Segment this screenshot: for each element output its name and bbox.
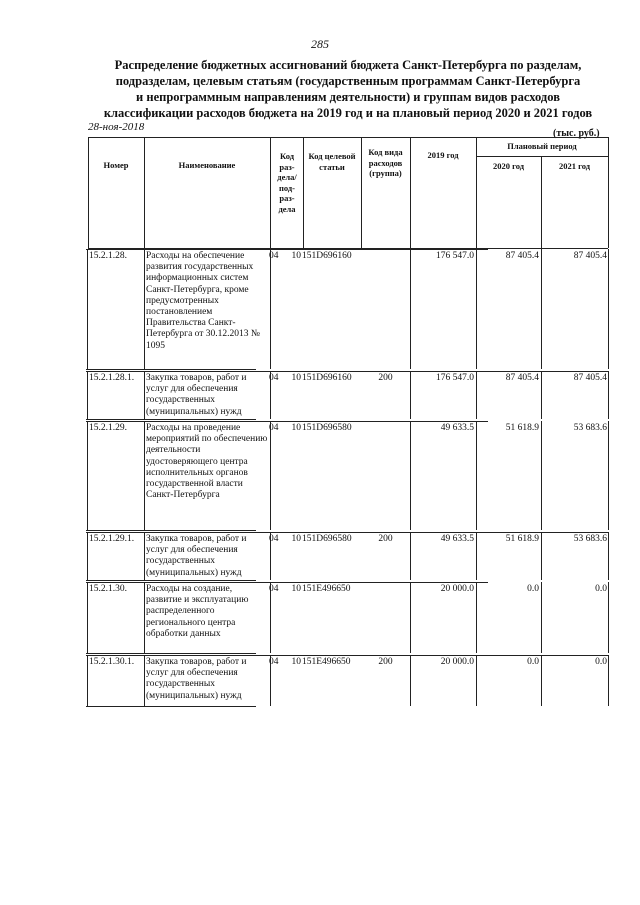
row-amount-2020: 0.0 bbox=[527, 584, 539, 594]
row-name: Закупка товаров, работ и услуг для обеспечения государственных (муниципальных) нужд bbox=[146, 657, 247, 701]
row-target-code: 151E496650 bbox=[302, 657, 351, 667]
row-col-line bbox=[270, 249, 271, 369]
header-year-2021: 2021 год bbox=[558, 161, 591, 171]
row-col-line bbox=[144, 249, 145, 369]
row-bottom-line bbox=[86, 369, 256, 370]
row-target-code: 151D696160 bbox=[302, 373, 352, 383]
row-name: Закупка товаров, работ и услуг для обеспечения государственных (муниципальных) нужд bbox=[146, 534, 247, 578]
row-section-code: 04 bbox=[269, 373, 279, 383]
row-col-line bbox=[144, 532, 145, 580]
row-amount-2021: 0.0 bbox=[595, 584, 607, 594]
row-amount-2019: 49 633.5 bbox=[440, 534, 474, 544]
header-name: Наименование bbox=[178, 160, 236, 170]
row-col-line bbox=[144, 582, 145, 653]
title-line: классификации расходов бюджета на 2019 год и на плановый период 2020 и 2021 годов bbox=[103, 106, 593, 120]
row-amount-2019: 20 000.0 bbox=[440, 584, 474, 594]
row-target-code: 151D696580 bbox=[302, 423, 352, 433]
title-line: и непрограммным направлениям деятельности) и группам видов расходов bbox=[136, 90, 560, 104]
row-col-line bbox=[476, 421, 477, 530]
row-amount-2021: 53 683.6 bbox=[573, 534, 607, 544]
planned-period-divider bbox=[476, 156, 608, 157]
row-subsection-code: 10 bbox=[291, 584, 301, 594]
row-name: Расходы на создание, развитие и эксплуатацию распределенного регионального центра обработки данных bbox=[146, 584, 249, 639]
row-number: 15.2.1.30.1. bbox=[89, 657, 135, 667]
row-bottom-line bbox=[86, 706, 256, 707]
row-subsection-code: 10 bbox=[291, 373, 301, 383]
row-col-line bbox=[608, 582, 609, 653]
row-subsection-code: 10 bbox=[291, 657, 301, 667]
header-planned-period: Плановый период bbox=[507, 141, 577, 151]
row-target-code: 151E496650 bbox=[302, 584, 351, 594]
row-section-code: 04 bbox=[269, 657, 279, 667]
row-top-line bbox=[86, 532, 608, 533]
header-col-line bbox=[303, 137, 304, 248]
header-col-line bbox=[361, 137, 362, 248]
row-top-line bbox=[86, 371, 608, 372]
row-name: Закупка товаров, работ и услуг для обеспечения государственных (муниципальных) нужд bbox=[146, 373, 247, 417]
row-amount-2019: 176 547.0 bbox=[436, 373, 474, 383]
row-top-line bbox=[86, 249, 488, 250]
header-col-line bbox=[608, 137, 609, 248]
row-col-line bbox=[144, 371, 145, 419]
row-col-line bbox=[541, 421, 542, 530]
row-col-line bbox=[87, 421, 88, 530]
header-section-code: Код раз-дела/ под-раз-дела bbox=[277, 151, 297, 214]
header-col-line bbox=[144, 137, 145, 248]
title-line: Распределение бюджетных ассигнований бюджета Санкт-Петербурга по разделам, bbox=[114, 58, 582, 72]
row-amount-2020: 51 618.9 bbox=[505, 423, 539, 433]
row-subsection-code: 10 bbox=[291, 423, 301, 433]
header-year-2019: 2019 год bbox=[427, 150, 459, 160]
row-col-line bbox=[87, 371, 88, 419]
row-col-line bbox=[144, 421, 145, 530]
row-bottom-line bbox=[86, 419, 256, 420]
row-col-line bbox=[410, 249, 411, 369]
row-target-code: 151D696160 bbox=[302, 251, 352, 261]
row-bottom-line bbox=[86, 580, 256, 581]
row-amount-2021: 87 405.4 bbox=[573, 373, 607, 383]
row-subsection-code: 10 bbox=[291, 534, 301, 544]
header-col-line bbox=[88, 137, 89, 248]
title-line: подразделам, целевым статьям (государственным программам Санкт-Петербурга bbox=[115, 74, 581, 88]
header-year-2020: 2020 год bbox=[492, 161, 525, 171]
row-expense-type: 200 bbox=[378, 373, 393, 383]
row-amount-2019: 20 000.0 bbox=[440, 657, 474, 667]
row-amount-2021: 53 683.6 bbox=[573, 423, 607, 433]
row-target-code: 151D696580 bbox=[302, 534, 352, 544]
row-bottom-line bbox=[86, 530, 256, 531]
row-top-line bbox=[86, 582, 488, 583]
row-col-line bbox=[410, 421, 411, 530]
page-number: 285 bbox=[311, 37, 329, 51]
row-name: Расходы на обеспечение развития государственных информационных систем Санкт-Петербурга, кроме предусмотренных постановлением Правительства Санкт-Петербурга от 30.12.2013 № 1095 bbox=[146, 251, 260, 351]
row-number: 15.2.1.28.1. bbox=[89, 373, 135, 383]
row-amount-2020: 0.0 bbox=[527, 657, 539, 667]
document-title bbox=[88, 57, 608, 121]
row-col-line bbox=[608, 249, 609, 369]
header-col-line bbox=[476, 137, 477, 248]
row-number: 15.2.1.30. bbox=[89, 584, 127, 594]
row-expense-type: 200 bbox=[378, 534, 393, 544]
row-section-code: 04 bbox=[269, 534, 279, 544]
row-col-line bbox=[608, 371, 609, 419]
table-border-top bbox=[88, 137, 608, 138]
row-col-line bbox=[87, 655, 88, 706]
row-col-line bbox=[608, 421, 609, 530]
row-col-line bbox=[87, 249, 88, 369]
row-col-line bbox=[608, 532, 609, 580]
row-number: 15.2.1.28. bbox=[89, 251, 127, 261]
row-col-line bbox=[87, 532, 88, 580]
row-amount-2020: 51 618.9 bbox=[505, 534, 539, 544]
row-amount-2019: 176 547.0 bbox=[436, 251, 474, 261]
row-col-line bbox=[541, 249, 542, 369]
row-subsection-code: 10 bbox=[291, 251, 301, 261]
header-number: Номер bbox=[103, 160, 129, 170]
row-top-line bbox=[86, 655, 608, 656]
row-number: 15.2.1.29.1. bbox=[89, 534, 135, 544]
row-expense-type: 200 bbox=[378, 657, 393, 667]
row-col-line bbox=[608, 655, 609, 706]
row-section-code: 04 bbox=[269, 251, 279, 261]
row-col-line bbox=[144, 655, 145, 706]
row-bottom-line bbox=[86, 653, 256, 654]
row-section-code: 04 bbox=[269, 423, 279, 433]
document-date: 28-ноя-2018 bbox=[88, 121, 145, 133]
row-col-line bbox=[270, 421, 271, 530]
row-col-line bbox=[87, 582, 88, 653]
row-amount-2021: 87 405.4 bbox=[573, 251, 607, 261]
header-target-code: Код целевой статьи bbox=[308, 151, 356, 172]
row-amount-2020: 87 405.4 bbox=[505, 373, 539, 383]
row-top-line bbox=[86, 421, 488, 422]
row-amount-2021: 0.0 bbox=[595, 657, 607, 667]
row-amount-2020: 87 405.4 bbox=[505, 251, 539, 261]
row-name: Расходы на проведение мероприятий по обеспечению деятельности удостоверяющего центра исполнительных органов государственной власти Санкт-Петербурга bbox=[146, 423, 268, 501]
header-col-line bbox=[270, 137, 271, 248]
row-col-line bbox=[476, 249, 477, 369]
row-section-code: 04 bbox=[269, 584, 279, 594]
header-expense-type-code: Код вида расходов (группа) bbox=[368, 147, 403, 178]
row-number: 15.2.1.29. bbox=[89, 423, 127, 433]
units-label: (тыс. руб.) bbox=[553, 128, 600, 139]
row-amount-2019: 49 633.5 bbox=[440, 423, 474, 433]
